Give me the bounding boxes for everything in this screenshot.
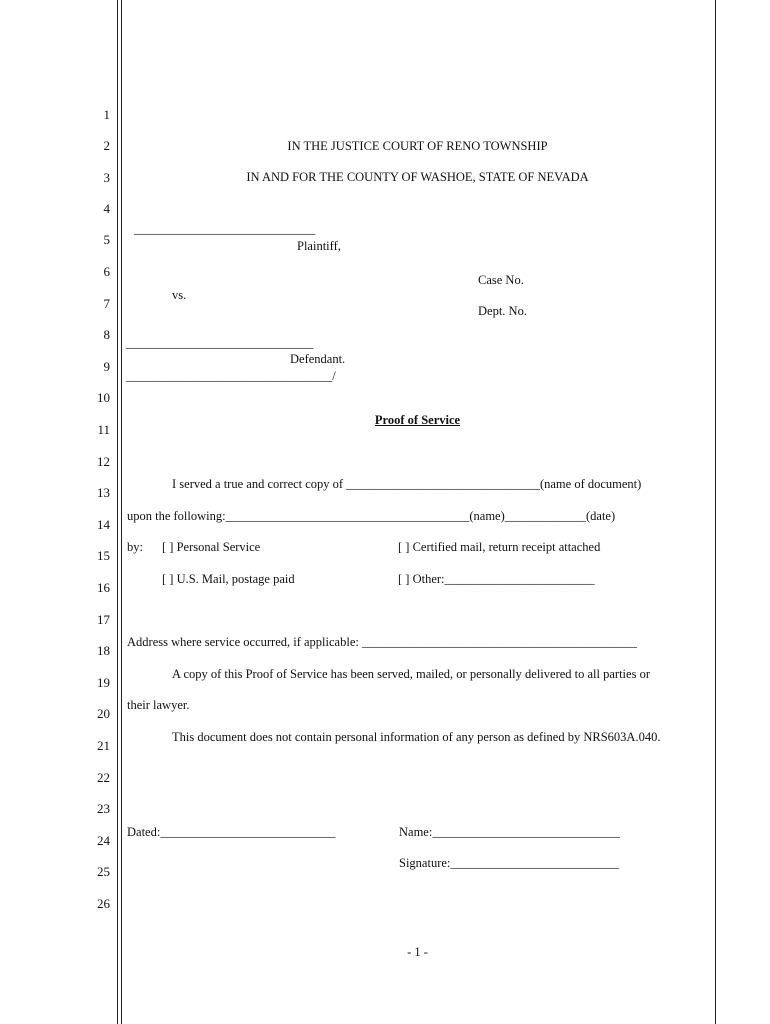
right-margin-rule: [715, 0, 716, 1024]
line-number: 26: [97, 896, 110, 911]
service-address-line: Address where service occurred, if applicable: ____________________________________________: [127, 635, 637, 649]
line-number: 10: [97, 390, 110, 405]
line-number: 22: [97, 770, 110, 785]
page-number: - 1 -: [407, 945, 428, 959]
line-number: 5: [103, 232, 110, 247]
court-county: IN AND FOR THE COUNTY OF WASHOE, STATE OF NEVADA: [246, 170, 589, 184]
plaintiff-name-blank: _____________________________: [134, 222, 316, 236]
service-by-label: by:: [127, 540, 143, 554]
option-other: [ ] Other:________________________: [398, 572, 595, 586]
plaintiff-label: Plaintiff,: [297, 239, 341, 253]
department-number-label: Dept. No.: [478, 304, 527, 318]
line-number: 4: [103, 201, 110, 216]
signature-line: Signature:___________________________: [399, 856, 620, 870]
option-personal-service: [ ] Personal Service: [162, 540, 261, 554]
versus-label: vs.: [172, 288, 187, 302]
line-number: 7: [103, 296, 110, 311]
line-number: 21: [97, 738, 110, 753]
line-number: 1: [103, 107, 110, 122]
upon-following-line: upon the following:_______________________________________(name)_____________(date): [127, 509, 616, 523]
name-line: Name:______________________________: [399, 825, 620, 839]
option-us-mail: [ ] U.S. Mail, postage paid: [162, 572, 295, 586]
dated-line: Dated:____________________________: [127, 825, 336, 839]
copy-served-statement: A copy of this Proof of Service has been served, mailed, or personally delivered to all parties or: [172, 667, 650, 681]
line-number: 6: [103, 264, 110, 279]
line-number: 25: [97, 864, 110, 879]
defendant-label: Defendant.: [290, 352, 346, 366]
line-number: 8: [103, 327, 110, 342]
left-margin-rule-outer: [117, 0, 118, 1024]
line-number: 13: [97, 485, 110, 500]
option-certified-mail: [ ] Certified mail, return receipt attached: [398, 540, 601, 554]
line-number: 12: [97, 454, 110, 469]
line-number: 17: [97, 612, 110, 627]
line-number: 23: [97, 801, 110, 816]
line-number: 20: [97, 706, 110, 721]
no-personal-info-statement: This document does not contain personal information of any person as defined by NRS603A.040.: [172, 730, 661, 744]
line-number: 24: [97, 833, 110, 848]
case-number-label: Case No.: [478, 273, 524, 287]
copy-served-statement-cont: their lawyer.: [127, 698, 190, 712]
line-number: 19: [97, 675, 110, 690]
line-number: 11: [97, 422, 110, 437]
served-copy-line: I served a true and correct copy of _______________________________(name of document): [172, 477, 642, 491]
line-number: 3: [103, 170, 110, 185]
line-number: 2: [103, 138, 110, 153]
document-title: Proof of Service: [374, 413, 461, 427]
line-number: 16: [97, 580, 110, 595]
line-number: 18: [97, 643, 110, 658]
line-number: 9: [103, 359, 110, 374]
left-margin-rule-inner: [121, 0, 122, 1024]
caption-closing-line: _________________________________/: [126, 369, 336, 383]
court-name: IN THE JUSTICE COURT OF RENO TOWNSHIP: [287, 139, 548, 153]
line-number: 15: [97, 548, 110, 563]
defendant-name-blank: ______________________________: [126, 336, 314, 350]
line-number: 14: [97, 517, 110, 532]
